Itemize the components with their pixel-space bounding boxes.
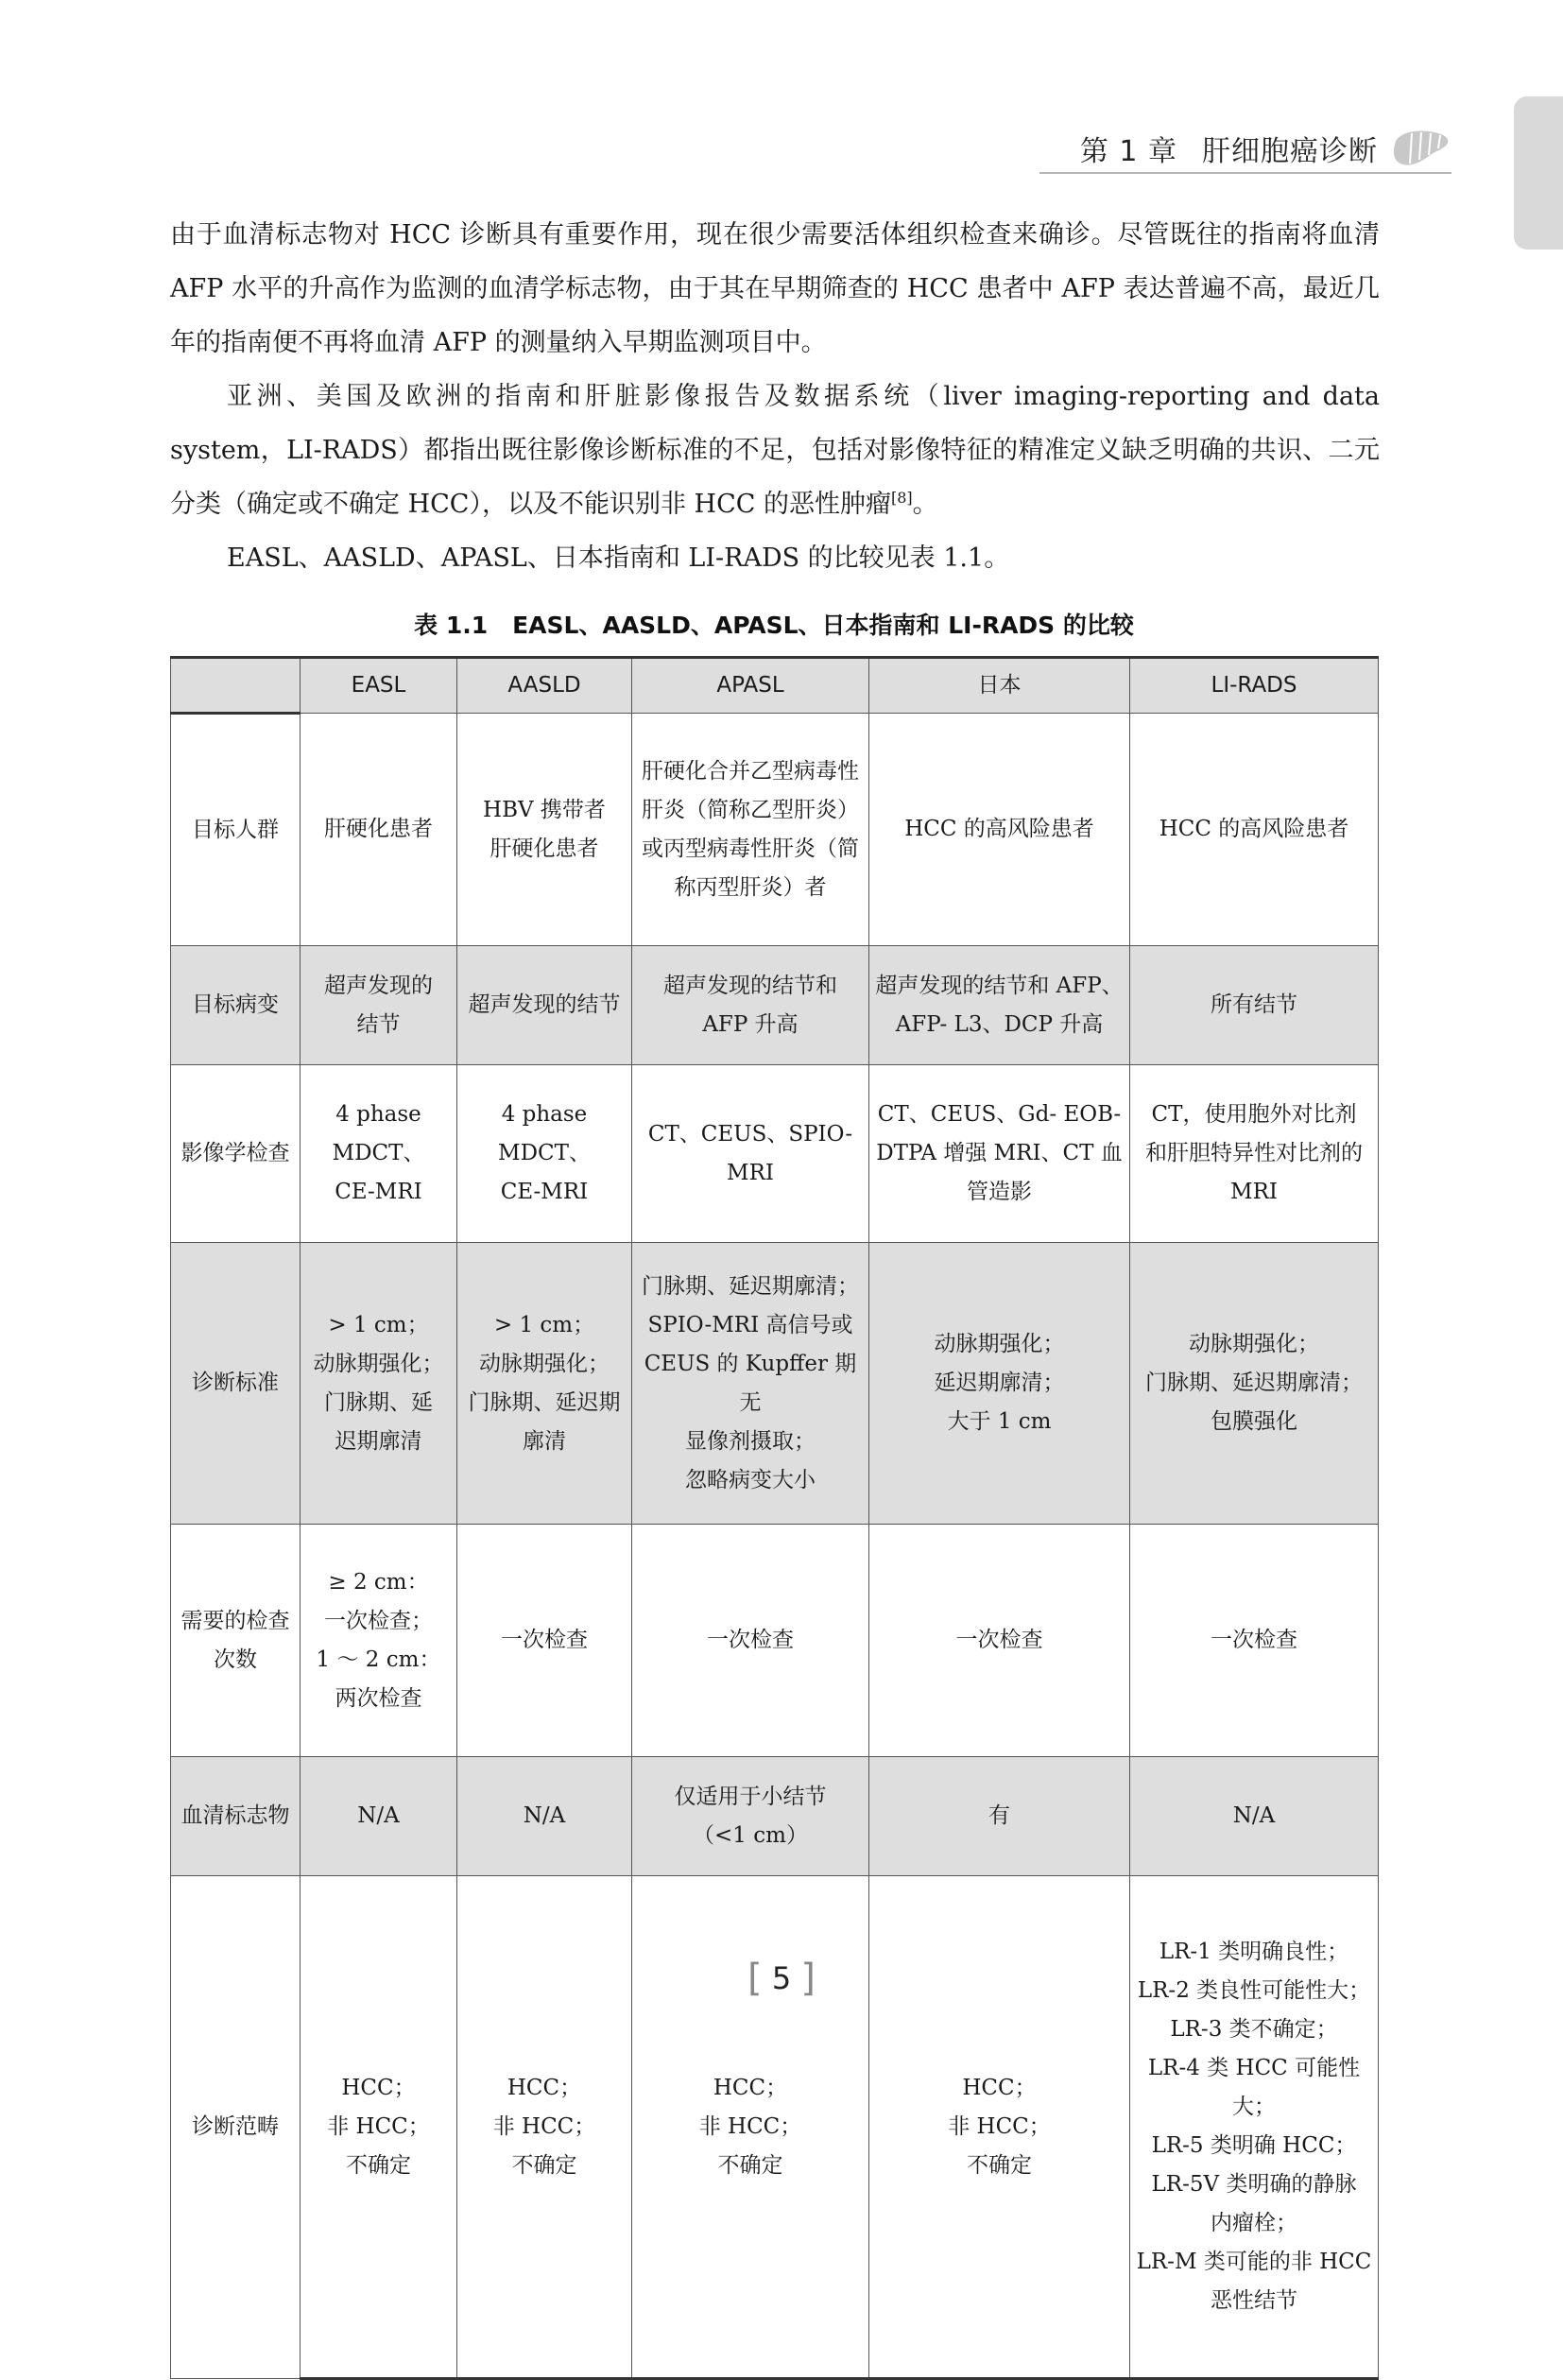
- table-caption: [170, 607, 1378, 641]
- cell-line: HCC；: [507, 2075, 582, 2100]
- cell-line: 一次检查: [955, 1628, 1043, 1652]
- cell-line: 不确定: [717, 2152, 783, 2178]
- cell-line: LR-3 类不确定；: [1170, 2017, 1338, 2042]
- table-row-label: 目标人群: [171, 714, 301, 946]
- cell-line: 肝硬化患者: [324, 817, 433, 841]
- cell-line: MRI: [727, 1160, 774, 1185]
- table-cell: [457, 1757, 632, 1876]
- row-label-line: 次数: [214, 1647, 257, 1672]
- chapter-side-tab: [1514, 96, 1563, 250]
- table-cell: [869, 1757, 1130, 1876]
- cell-line: 迟期廓清: [335, 1428, 422, 1454]
- cell-line: 一次检查: [1211, 1628, 1297, 1652]
- cell-line: 廓清: [523, 1428, 566, 1454]
- chapter-title: 肝细胞癌诊断: [1202, 135, 1378, 168]
- cell-line: 恶性结节: [1211, 2288, 1297, 2313]
- cell-line: AFP 升高: [702, 1011, 799, 1037]
- table-cell: [869, 1876, 1130, 2379]
- cell-line: 4 phase MDCT、: [498, 1102, 591, 1165]
- row-label-line: 需要的检查: [180, 1608, 290, 1633]
- table-row-label: 影像学检查: [171, 1065, 301, 1243]
- table-row: [171, 714, 1379, 946]
- table-cell: [869, 1065, 1130, 1243]
- cell-line: CT、CEUS、Gd- EOB-: [877, 1102, 1122, 1127]
- cell-line: N/A: [523, 1803, 566, 1828]
- cell-line: 有: [988, 1803, 1010, 1828]
- table-cell: [632, 1876, 869, 2379]
- cell-line: 或丙型病毒性肝炎（简: [642, 836, 859, 861]
- table-cell: [301, 1065, 457, 1243]
- table-row: [171, 1525, 1379, 1757]
- cell-line: DTPA 增强 MRI、CT 血: [876, 1141, 1123, 1165]
- cell-line: 仅适用于小结节: [674, 1784, 827, 1809]
- table-cell: [632, 1065, 869, 1243]
- cell-line: 两次检查: [335, 1685, 422, 1711]
- table-header-row: [171, 658, 1379, 714]
- cell-line: 4 phase MDCT、: [332, 1102, 425, 1165]
- table-cell: [869, 1243, 1130, 1525]
- cell-line: 一次检查: [501, 1628, 588, 1652]
- table-cell: [632, 714, 869, 946]
- cell-line: 门脉期、延迟期廓清；: [1145, 1371, 1363, 1395]
- cell-line: HCC；: [962, 2075, 1037, 2100]
- cell-line: 不确定: [346, 2152, 411, 2178]
- table-cell: [457, 714, 632, 946]
- cell-line: HBV 携带者: [483, 797, 606, 822]
- table-cell: [301, 946, 457, 1065]
- table-cell: [457, 1876, 632, 2379]
- table-cell: [1130, 714, 1379, 946]
- cell-line: 非 HCC；: [948, 2113, 1051, 2139]
- paragraph-2-end: 。: [912, 490, 938, 519]
- table-cell: [869, 946, 1130, 1065]
- liver-icon: [1391, 128, 1451, 169]
- running-head: [1039, 125, 1451, 174]
- cell-line: 和肝胆特异性对比剂的: [1145, 1141, 1363, 1165]
- table-row: [171, 1757, 1379, 1876]
- cell-line: 延迟期廓清；: [934, 1371, 1065, 1395]
- cell-line: （<1 cm）: [693, 1822, 808, 1848]
- table-cell: [1130, 946, 1379, 1065]
- table-header-corner: [171, 658, 301, 714]
- body-text: [170, 208, 1380, 585]
- table-cell: [632, 1757, 869, 1876]
- cell-line: CE-MRI: [335, 1180, 422, 1204]
- cell-line: LR-4 类 HCC 可能性大；: [1147, 2056, 1361, 2119]
- cell-line: AFP- L3、DCP 升高: [895, 1011, 1104, 1037]
- table-row: [171, 946, 1379, 1065]
- table-cell: [632, 946, 869, 1065]
- table-header-easl: EASL: [301, 658, 457, 714]
- cell-line: 肝硬化合并乙型病毒性: [642, 758, 859, 784]
- cell-line: 内瘤栓；: [1211, 2211, 1297, 2235]
- table-row-label: [171, 1525, 301, 1757]
- cell-line: 一次检查；: [324, 1608, 433, 1633]
- table-cell: [457, 946, 632, 1065]
- cell-line: 非 HCC；: [327, 2113, 430, 2139]
- citation-ref[interactable]: [8]: [890, 489, 913, 507]
- comparison-table: [170, 656, 1379, 2380]
- table-cell: [301, 1243, 457, 1525]
- table-cell: [1130, 1876, 1379, 2379]
- table-caption-title: EASL、AASLD、APASL、日本指南和 LI-RADS 的比较: [512, 612, 1134, 639]
- cell-line: LR-5V 类明确的静脉: [1151, 2172, 1357, 2197]
- cell-line: CEUS 的 Kupffer 期无: [644, 1351, 857, 1415]
- cell-line: 包膜强化: [1211, 1409, 1297, 1434]
- paragraph-2: [170, 370, 1380, 531]
- table-cell: [457, 1065, 632, 1243]
- cell-line: HCC；: [341, 2075, 416, 2100]
- cell-line: CT，使用胞外对比剂: [1151, 1102, 1357, 1127]
- table-cell: [301, 1525, 457, 1757]
- cell-line: 不确定: [967, 2152, 1032, 2178]
- cell-line: 所有结节: [1211, 992, 1297, 1017]
- table-cell: [869, 714, 1130, 946]
- table-row: [171, 1065, 1379, 1243]
- paragraph-3: EASL、AASLD、APASL、日本指南和 LI-RADS 的比较见表 1.1。: [227, 543, 1010, 573]
- cell-line: 一次检查: [707, 1628, 794, 1652]
- cell-line: 大于 1 cm: [947, 1409, 1052, 1434]
- table-header-japan: 日本: [869, 658, 1130, 714]
- table-cell: [1130, 1525, 1379, 1757]
- cell-line: ≥ 2 cm：: [328, 1569, 429, 1595]
- cell-line: 肝硬化患者: [490, 836, 599, 861]
- page-number: 5: [771, 1960, 792, 1996]
- cell-line: 门脉期、延迟期: [468, 1389, 621, 1415]
- cell-line: 非 HCC；: [492, 2113, 596, 2139]
- cell-line: N/A: [1232, 1803, 1276, 1828]
- cell-line: 管造影: [967, 1180, 1032, 1204]
- cell-line: 1 ～ 2 cm：: [316, 1647, 441, 1672]
- cell-line: CT、CEUS、SPIO-: [647, 1121, 853, 1147]
- cell-line: 忽略病变大小: [685, 1467, 816, 1492]
- table-cell: [457, 1243, 632, 1525]
- table-cell: [1130, 1757, 1379, 1876]
- cell-line: 不确定: [511, 2152, 577, 2178]
- cell-line: 动脉期强化；: [1189, 1332, 1319, 1356]
- table-header-aasld: AASLD: [457, 658, 632, 714]
- cell-line: > 1 cm；: [328, 1312, 429, 1337]
- cell-line: 肝炎（简称乙型肝炎）: [642, 797, 859, 822]
- cell-line: 动脉期强化；: [479, 1351, 610, 1376]
- table-row: [171, 1876, 1379, 2379]
- cell-line: SPIO-MRI 高信号或: [647, 1312, 853, 1337]
- table-cell: [301, 714, 457, 946]
- cell-line: HCC；: [713, 2075, 788, 2100]
- cell-line: 动脉期强化；: [934, 1332, 1065, 1356]
- cell-line: 显像剂摄取；: [685, 1428, 816, 1454]
- table-cell: [457, 1525, 632, 1757]
- cell-line: HCC 的高风险患者: [1159, 817, 1349, 841]
- cell-line: 非 HCC；: [698, 2113, 802, 2139]
- chapter-number: 第 1 章: [1079, 135, 1177, 168]
- cell-line: 动脉期强化；: [313, 1351, 444, 1376]
- cell-line: LR-1 类明确良性；: [1159, 1940, 1349, 1964]
- cell-line: LR-2 类良性可能性大；: [1137, 1978, 1371, 2003]
- page-number-container: [ 5 ]: [747, 1957, 816, 2000]
- table-cell: [632, 1243, 869, 1525]
- cell-line: HCC 的高风险患者: [904, 817, 1094, 841]
- cell-line: CE-MRI: [500, 1180, 589, 1204]
- paragraph-1: 由于血清标志物对 HCC 诊断具有重要作用，现在很少需要活体组织检查来确诊。尽管既往的指南将血清 AFP 水平的升高作为监测的血清学标志物，由于其在早期筛查的 HCC 患者中 AFP 表达普遍不高，最近几年的指南便不再将血清 AFP 的测量纳入早期监测项目中。: [170, 220, 1380, 357]
- cell-line: 超声发现的结节和: [663, 973, 837, 998]
- cell-line: LR-5 类明确 HCC；: [1151, 2133, 1357, 2158]
- table-row-label: 诊断范畴: [171, 1876, 301, 2379]
- table-row: [171, 1243, 1379, 1525]
- cell-line: 超声发现的结节: [468, 992, 621, 1017]
- table-row-label: 目标病变: [171, 946, 301, 1065]
- table-row-label: 诊断标准: [171, 1243, 301, 1525]
- cell-line: LR-M 类可能的非 HCC: [1136, 2250, 1372, 2274]
- table-caption-number: 表 1.1: [414, 612, 489, 639]
- table-cell: [632, 1525, 869, 1757]
- cell-line: 结节: [356, 1011, 401, 1037]
- table-cell: [301, 1757, 457, 1876]
- table-cell: [1130, 1065, 1379, 1243]
- cell-line: 门脉期、延: [324, 1389, 433, 1415]
- cell-line: 超声发现的: [324, 973, 433, 998]
- cell-line: 超声发现的结节和 AFP、: [875, 973, 1124, 998]
- table-row-label: 血清标志物: [171, 1757, 301, 1876]
- cell-line: > 1 cm；: [493, 1312, 595, 1337]
- table-cell: [301, 1876, 457, 2379]
- table-header-li-rads: LI-RADS: [1130, 658, 1379, 714]
- table-cell: [869, 1525, 1130, 1757]
- cell-line: 称丙型肝炎）者: [674, 874, 827, 900]
- cell-line: N/A: [357, 1803, 400, 1828]
- cell-line: 门脉期、延迟期廓清；: [642, 1273, 859, 1299]
- table-header-apasl: APASL: [632, 658, 869, 714]
- cell-line: MRI: [1230, 1180, 1278, 1204]
- table-cell: [1130, 1243, 1379, 1525]
- paragraph-2-text: 亚洲、美国及欧洲的指南和肝脏影像报告及数据系统（liver imaging-reporting and data system，LI-RADS）都指出既往影像诊断标准的不足，包括对影像特征的精准定义缺乏明确的共识、二元分类（确定或不确定 HCC），以及不能识别非 HCC 的恶性肿瘤: [170, 382, 1380, 519]
